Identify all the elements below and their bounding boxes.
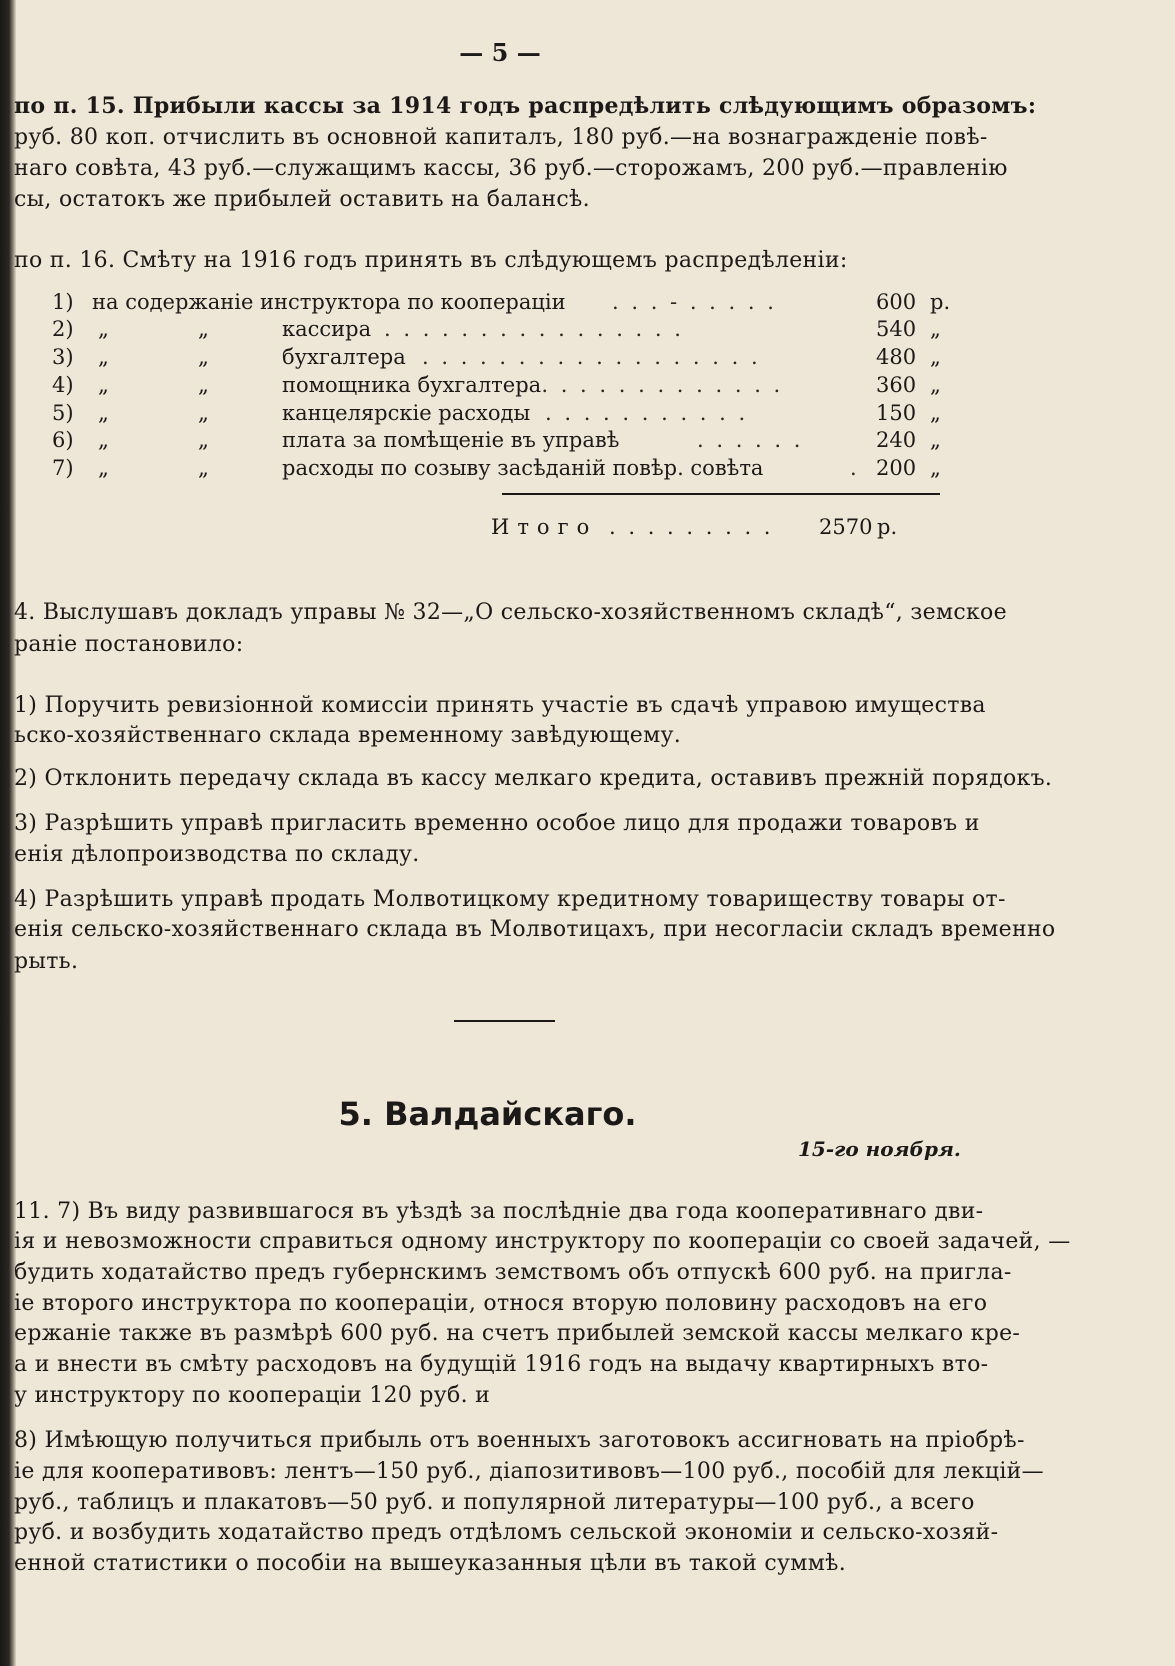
row-number: 7) — [52, 456, 74, 480]
row-description: канцелярскiе расходы — [282, 401, 531, 425]
section-5-line-1: 11. 7) Въ виду развившагося въ уѣздѣ за послѣднiе два года кооперативнаго дви- — [14, 1199, 984, 1224]
row-number: 3) — [52, 345, 74, 369]
section-5-line-4: iе второго инструктора по кооперацiи, относя вторую половину расходовъ на его — [14, 1291, 988, 1316]
budget-row — [52, 345, 952, 373]
section-5-line-6: а и внести въ смѣту расходовъ на будущiй 1916 годъ на выдачу квартирныхъ вто- — [14, 1352, 989, 1377]
row-description: на содержаніе инструктора по кооперацiи — [92, 290, 566, 314]
row-amount: 600 — [876, 290, 917, 314]
row-description: плата за помѣщенiе въ управѣ — [282, 428, 620, 452]
ditto-mark: „ — [198, 373, 209, 397]
ditto-mark: „ — [198, 428, 209, 452]
section-16-intro: по п. 16. Смѣту на 1916 годъ принять въ слѣдующемъ распредѣленіи: — [14, 248, 848, 273]
row-amount: 200 — [876, 456, 917, 480]
row-unit: р. — [930, 290, 951, 314]
row-number: 5) — [52, 401, 74, 425]
row-description: бухгалтера — [282, 345, 406, 369]
budget-row — [52, 401, 952, 429]
total-unit: р. — [877, 515, 898, 539]
total-label: Итого — [491, 515, 598, 539]
leader-dots: . . . - . . . . . — [612, 290, 777, 314]
row-unit: „ — [930, 317, 941, 341]
leader-dots: . . . . . . . . . . . . . . — [522, 373, 784, 397]
ditto-mark: „ — [98, 401, 109, 425]
budget-row — [52, 428, 952, 456]
row-amount: 150 — [876, 401, 917, 425]
section-15-line-1: по п. 15. Прибыли кассы за 1914 годъ распредѣлить слѣдующимъ образомъ: — [14, 93, 1037, 119]
section-5-line-8: 8) Имѣющую получиться прибыль отъ военныхъ заготовокъ ассигновать на прiобрѣ- — [14, 1428, 1025, 1453]
row-description: кассира — [282, 317, 372, 341]
row-amount: 240 — [876, 428, 917, 452]
section-4-line-6: 3) Разрѣшить управѣ пригласить временно особое лицо для продажи товаровъ и — [14, 811, 980, 836]
leader-dots: . . . . . . . . . . . . . . . . — [384, 317, 684, 341]
row-amount: 360 — [876, 373, 917, 397]
budget-row — [52, 317, 952, 345]
leader-dots: . . . . . . — [697, 428, 804, 452]
section-15-line-2: руб. 80 коп. отчислить въ основной капиталъ, 180 руб.—на вознагражденіе повѣ- — [14, 125, 988, 150]
meeting-date: 15-го ноября. — [798, 1137, 961, 1161]
leader-dots: . — [850, 456, 860, 480]
ditto-mark: „ — [98, 345, 109, 369]
row-amount: 540 — [876, 317, 917, 341]
row-unit: „ — [930, 373, 941, 397]
row-unit: „ — [930, 345, 941, 369]
section-5-line-7: у инструктору по кооперацiи 120 руб. и — [14, 1383, 491, 1408]
row-description: расходы по созыву засѣданiй повѣр. совѣта — [282, 456, 764, 480]
row-number: 1) — [52, 290, 74, 314]
section-heading: 5. Валдайскаго. — [338, 1095, 637, 1133]
section-4-line-7: енiя дѣлопроизводства по складу. — [14, 842, 420, 867]
section-4-line-4: ьско-хозяйственнаго склада временному завѣдующему. — [14, 723, 682, 748]
ditto-mark: „ — [198, 456, 209, 480]
row-number: 2) — [52, 317, 74, 341]
leader-dots: . . . . . . . . . . . — [545, 401, 749, 425]
ditto-mark: „ — [198, 345, 209, 369]
row-description: помощника бухгалтера — [282, 373, 542, 397]
section-5-line-10: руб., таблицъ и плакатовъ—50 руб. и популярной литературы—100 руб., а всего — [14, 1490, 975, 1515]
section-5-line-12: енной статистики о пособiи на вышеуказанныя цѣли въ такой суммѣ. — [14, 1551, 846, 1576]
leader-dots: . . . . . . . . . . . . . . . . . . — [422, 345, 761, 369]
row-amount: 480 — [876, 345, 917, 369]
row-unit: „ — [930, 456, 941, 480]
section-divider — [454, 1020, 555, 1022]
budget-total — [491, 515, 898, 539]
section-4-line-10: рыть. — [14, 949, 79, 974]
section-5-line-3: будить ходатайство предъ губернскимъ земствомъ объ отпускѣ 600 руб. на пригла- — [14, 1260, 1012, 1285]
ditto-mark: „ — [198, 401, 209, 425]
section-4-line-1: 4. Выслушавъ докладъ управы № 32—„О сельско-хозяйственномъ складѣ“, земское — [14, 600, 1007, 625]
total-rule — [502, 493, 940, 495]
budget-row — [52, 373, 952, 401]
ditto-mark: „ — [98, 456, 109, 480]
section-15-line-3: наго совѣта, 43 руб.—служащимъ кассы, 36 руб.—сторожамъ, 200 руб.—правленію — [14, 156, 1008, 181]
ditto-mark: „ — [98, 428, 109, 452]
section-5-line-5: ержанiе также въ размѣрѣ 600 руб. на счетъ прибылей земской кассы мелкаго кре- — [14, 1321, 1021, 1346]
row-number: 4) — [52, 373, 74, 397]
budget-row — [52, 290, 952, 318]
ditto-mark: „ — [98, 373, 109, 397]
total-amount: 2570 — [819, 515, 873, 539]
section-4-line-5: 2) Отклонить передачу склада въ кассу мелкаго кредита, оставивъ прежнiй порядокъ. — [14, 766, 1053, 791]
row-number: 6) — [52, 428, 74, 452]
section-15-line-4: сы, остатокъ же прибылей оставить на балансѣ. — [14, 187, 590, 212]
section-4-line-9: енiя сельско-хозяйственнаго склада въ Молвотицахъ, при несогласiи складъ временно — [14, 917, 1056, 942]
section-5-line-11: руб. и возбудить ходатайство предъ отдѣломъ сельской экономiи и сельско-хозяй- — [14, 1520, 999, 1545]
row-unit: „ — [930, 428, 941, 452]
section-4-line-8: 4) Разрѣшить управѣ продать Молвотицкому кредитному товариществу товары от- — [14, 887, 1006, 912]
section-4-line-3: 1) Поручить ревизiонной комиссiи принять участiе въ сдачѣ управою имущества — [14, 693, 986, 718]
ditto-mark: „ — [198, 317, 209, 341]
ditto-mark: „ — [98, 317, 109, 341]
section-5-line-2: iя и невозможности справиться одному инструктору по кооперацiи со своей задачей, — — [14, 1229, 1071, 1254]
section-5-line-9: iе для кооперативовъ: лентъ—150 руб., дiапозитивовъ—100 руб., пособiй для лекцiй— — [14, 1459, 1044, 1484]
page-number: — 5 — — [459, 38, 541, 67]
row-unit: „ — [930, 401, 941, 425]
budget-row — [52, 456, 952, 484]
leader-dots: . . . . . . . . . — [609, 515, 774, 539]
section-4-line-2: ранiе постановило: — [14, 632, 244, 657]
